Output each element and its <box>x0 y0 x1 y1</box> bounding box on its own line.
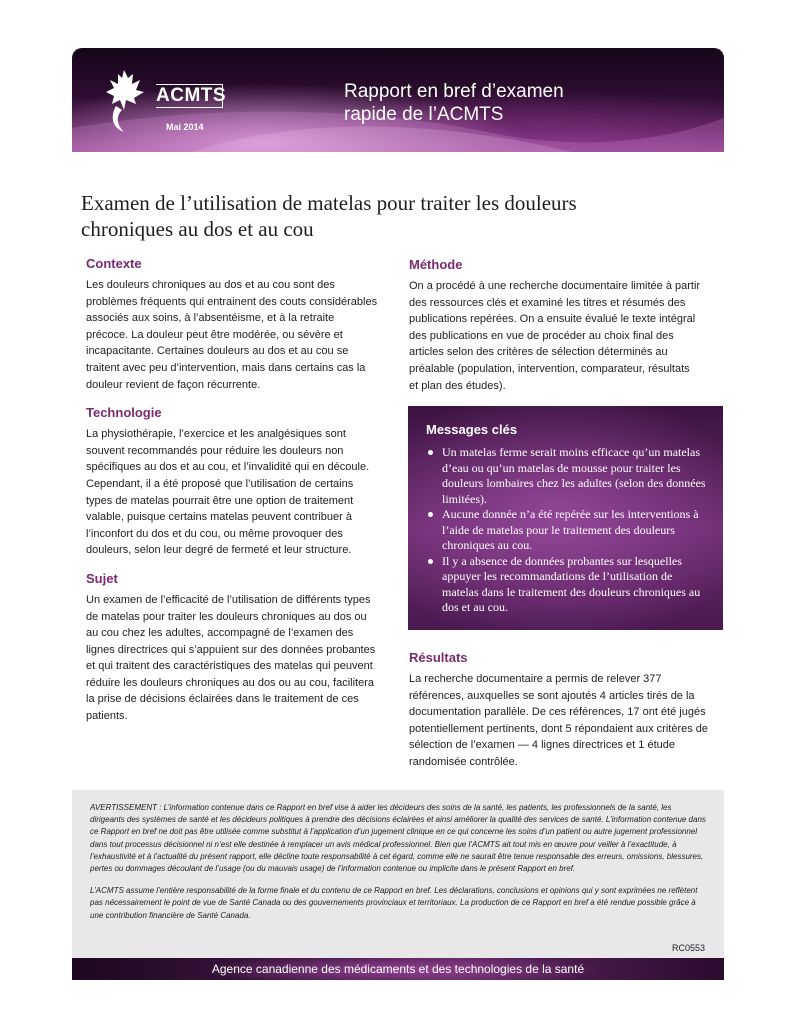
banner-title-line: rapide de l’ACMTS <box>344 104 504 125</box>
key-message-text: Il y a absence de données probantes sur lesquelles appuyer les recommandations de l’utilisation de matelas dans le traitement des douleurs chroniques au dos et au cou. <box>442 553 701 614</box>
key-message-text: Aucune donnée n’a été repérée sur les interventions à l’aide de matelas pour le traitement des douleurs chroniques au cou. <box>442 507 699 552</box>
document-title-line: Examen de l’utilisation de matelas pour traiter les douleurs <box>81 191 577 215</box>
banner-title <box>344 80 684 126</box>
document-title-line: chroniques au dos et au cou <box>81 217 314 241</box>
section-text-methode: On a procédé à une recherche documentaire limitée à partir des ressources clés et examiné les titres et résumés des publications repérées. On a ensuite évalué le texte intégral des publications en vue de procéder au choix final des articles selon des critères de sélection déterminés au préalable (population, intervention, comparateur, résultats et plan des études). <box>409 280 701 392</box>
header-banner <box>72 48 724 152</box>
section-heading-resultats: Résultats <box>409 650 468 665</box>
publication-date: Mai 2014 <box>166 122 204 132</box>
logo-wordmark: ACMTS <box>156 85 227 106</box>
key-messages-box <box>408 406 723 630</box>
section-text-sujet: Un examen de l’efficacité de l’utilisation de différents types de matelas pour traiter les douleurs chroniques au dos ou au cou chez les adultes, accompagné de l’examen des lignes directrices qui s’appuient sur des données probantes et qui traitent des caractéristiques des matelas qui peuvent réduire les douleurs chroniques au dos ou au cou, facilitera la prise de décisions éclairées dans le traitement de ces patients. <box>86 593 376 723</box>
section-text-technologie: La physiothérapie, l’exercice et les analgésiques sont souvent recommandés pour réduire les douleurs non spécifiques au dos et au cou, et l’invalidité qui en découle. Cependant, il a été proposé que l’utilisation de certains types de matelas pourrait être une option de traitement valable, puisque certains matelas peuvent contribuer à l’inconfort du dos et du cou, ou même provoquer des douleurs, selon leur degré de fermeté et leur structure. <box>86 428 370 557</box>
key-messages-heading: Messages clés <box>426 422 518 437</box>
report-reference-code: RC0553 <box>672 943 706 953</box>
maple-leaf-logo-icon <box>102 66 154 136</box>
left-column <box>86 256 378 737</box>
footer-agency-bar: Agence canadienne des médicaments et des technologies de la santé <box>72 958 724 980</box>
right-column <box>409 257 701 406</box>
section-heading-contexte: Contexte <box>86 256 142 271</box>
document-title <box>81 190 681 242</box>
section-text-contexte: Les douleurs chroniques au dos et au cou sont des problèmes fréquents qui entrainent des couts considérables associés aux soins, à l’absentéisme, et à la retraite précoce. La douleur peut être modérée, ou sévère et incapacitante. Certaines douleurs au dos et au cou se traitent avec peu d’intervention, mais dans certains cas la douleur revient de façon récurrente. <box>86 279 378 391</box>
section-heading-technologie: Technologie <box>86 405 162 421</box>
results-section <box>409 650 709 783</box>
key-message-item <box>426 554 707 616</box>
section-text-resultats: La recherche documentaire a permis de relever 377 références, auxquelles se sont ajoutés 4 articles tirés de la documentation parallèle. De ces références, 17 ont été jugés potentiellement pertinents, dont 5 répondaient aux critères de sélection de l’examen — 4 lignes directrices et 1 étude randomisée contrôlée. <box>409 673 709 768</box>
key-message-text: Un matelas ferme serait moins efficace qu’un matelas d’eau ou qu’un matelas de mousse pour traiter les douleurs lombaires chez les adultes (selon des données limitées). <box>442 445 706 506</box>
key-messages-list <box>426 445 707 616</box>
bullet-icon <box>428 559 433 564</box>
bullet-icon <box>428 512 433 517</box>
bullet-icon <box>428 450 433 455</box>
key-message-item <box>426 445 707 507</box>
section-heading-methode: Méthode <box>409 257 463 272</box>
banner-title-line: Rapport en bref d’examen <box>344 81 564 102</box>
disclaimer-paragraph: L’ACMTS assume l’entière responsabilité de la forme finale et du contenu de ce Rapport en bref. Les déclarations, conclusions et opinions qui y sont exprimées ne reflètent pas nécessairement le point de vue de Santé Canada ou des gouvernements provinciaux et territoriaux. La production de ce Rapport en bref a été rendue possible grâce à une contribution financière de Santé Canada. <box>90 886 698 920</box>
section-heading-sujet: Sujet <box>86 570 118 586</box>
disclaimer-paragraph: AVERTISSEMENT : L’information contenue dans ce Rapport en bref vise à aider les décideurs des soins de la santé, les patients, les professionnels de la santé, les dirigeants des systèmes de santé et les décideurs politiques à prendre des décisions éclairées et ainsi améliorer la qualité des services de santé. L’information contenue dans ce Rapport en bref ne doit pas être utilisée comme substitut à l’application d’un jugement clinique en ce qui concerne les soins d’un patient ou autre jugement professionnel dans tout processus décisionnel ni n’est elle destinée à remplacer un avis médical professionnel. Bien que l’ACMTS ait tout mis en œuvre pour veiller à l’exactitude, à l’exhaustivité et à l’actualité du présent rapport, elle décline toute responsabilité à cet égard, comme elle ne saurait être tenue responsable des erreurs, omissions, blessures, pertes ou dommages découlant de l’usage (ou du mauvais usage) de l’information contenue ou implicite dans le présent Rapport en bref. <box>90 803 706 874</box>
key-message-item <box>426 507 707 554</box>
disclaimer-box <box>72 790 724 958</box>
